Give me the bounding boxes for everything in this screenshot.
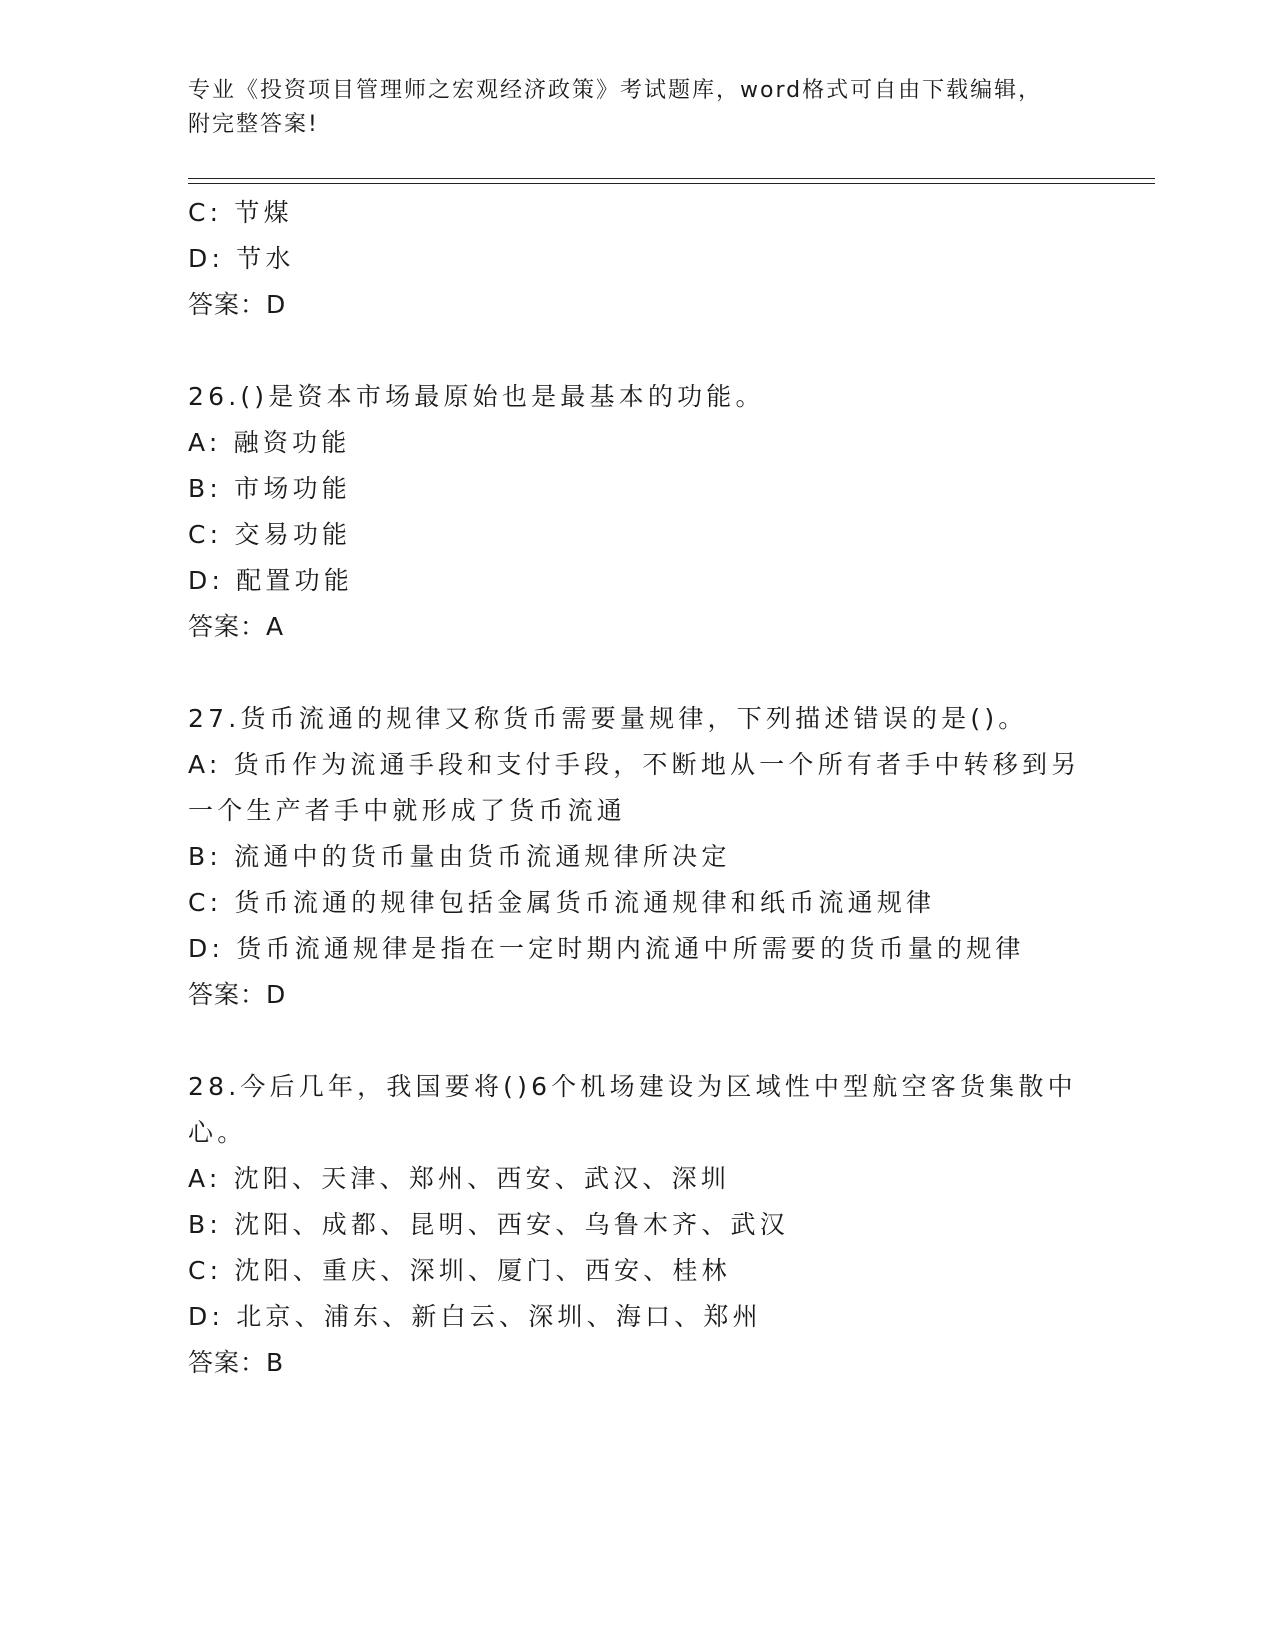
header-divider-top <box>188 178 1155 179</box>
option-d: D: 配置功能 <box>188 566 354 595</box>
option-d: D: 北京、浦东、新白云、深圳、海口、郑州 <box>188 1302 762 1331</box>
option-c: C: 交易功能 <box>188 520 352 549</box>
answer-line: 答案：D <box>188 980 287 1009</box>
header-line-2: 附完整答案! <box>188 112 319 137</box>
answer-line: 答案：D <box>188 290 287 319</box>
option-a: A: 沈阳、天津、郑州、西安、武汉、深圳 <box>188 1164 731 1193</box>
question-stem-continued: 心。 <box>188 1118 247 1147</box>
option-a: A: 货币作为流通手段和支付手段，不断地从一个所有者手中转移到另 <box>188 750 1081 779</box>
question-stem: 26.()是资本市场最原始也是最基本的功能。 <box>188 382 765 411</box>
question-25-tail <box>188 190 1088 328</box>
question-26 <box>188 374 1088 650</box>
answer-line: 答案：B <box>188 1348 285 1377</box>
option-c: C: 沈阳、重庆、深圳、厦门、西安、桂林 <box>188 1256 731 1285</box>
option-a: A: 融资功能 <box>188 428 351 457</box>
option-a-continued: 一个生产者手中就形成了货币流通 <box>188 796 627 825</box>
option-c: C: 节煤 <box>188 198 293 227</box>
option-c: C: 货币流通的规律包括金属货币流通规律和纸币流通规律 <box>188 888 936 917</box>
answer-line: 答案：A <box>188 612 285 641</box>
page-header <box>188 74 1088 142</box>
question-stem: 27.货币流通的规律又称货币需要量规律，下列描述错误的是()。 <box>188 704 1028 733</box>
question-27 <box>188 696 1088 1018</box>
option-b: B: 市场功能 <box>188 474 351 503</box>
question-28 <box>188 1064 1088 1386</box>
option-d: D: 节水 <box>188 244 295 273</box>
header-line-1: 专业《投资项目管理师之宏观经济政策》考试题库，word格式可自由下载编辑， <box>188 78 1043 103</box>
header-divider-bottom <box>188 183 1155 184</box>
option-d: D: 货币流通规律是指在一定时期内流通中所需要的货币量的规律 <box>188 934 1025 963</box>
question-list <box>188 190 1088 1386</box>
option-b: B: 沈阳、成都、昆明、西安、乌鲁木齐、武汉 <box>188 1210 789 1239</box>
question-stem: 28.今后几年，我国要将()6个机场建设为区域性中型航空客货集散中 <box>188 1072 1077 1101</box>
option-b: B: 流通中的货币量由货币流通规律所决定 <box>188 842 731 871</box>
